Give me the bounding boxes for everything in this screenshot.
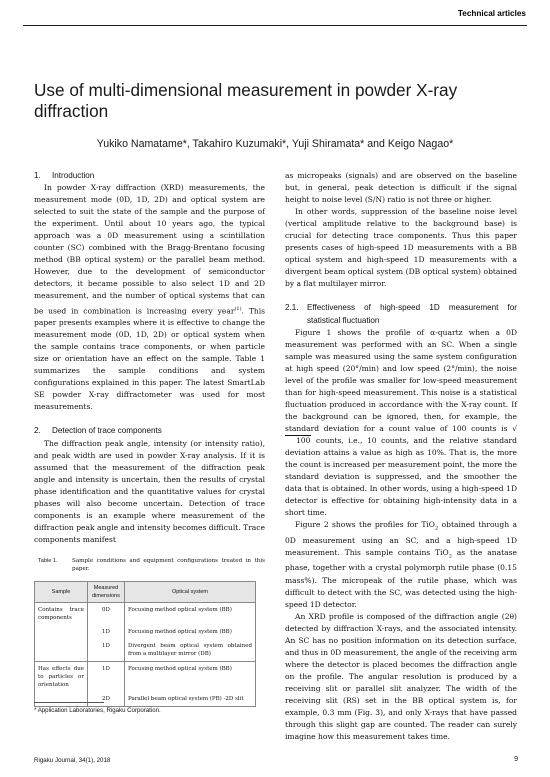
table-caption bbox=[34, 557, 265, 573]
paragraph: as micropeaks (signals) and are observed on the baseline but, in general, peak detection is difficult if the signal height to noise level (S/N) ratio is not three or higher. bbox=[285, 171, 517, 205]
table-row bbox=[35, 602, 256, 625]
table-cell: Focusing method optical system (BB) bbox=[125, 661, 256, 692]
right-column bbox=[285, 170, 517, 743]
text-run: Figure 2 shows the profiles for TiO bbox=[295, 520, 435, 530]
table-cell: Parallel beam optical system (PB) -2D slit bbox=[125, 692, 256, 707]
text-run: obtained through a 0D measurement using an SC, and a high-speed 1D measurement. This sample contains TiO bbox=[285, 520, 517, 557]
section-heading bbox=[285, 302, 517, 326]
sqrt-value: 100 bbox=[285, 435, 311, 445]
section-heading bbox=[34, 425, 265, 437]
table-cell: Has effects due to particles or orientation bbox=[35, 661, 88, 692]
table-header-row bbox=[35, 581, 256, 602]
table-cell bbox=[35, 692, 88, 707]
table-label: Table 1. bbox=[38, 557, 58, 564]
paragraph: An XRD profile is composed of the diffraction angle (2θ) detected by diffraction X-rays, and the associated intensity. An SC has no position information on its detection surface, and thus in 0D measurement, the angle of the receiving arm where the detector is placed becomes the diffraction angle on the profile. The angular resolution is produced by a receiving slit or parallel slit analyzer. The width of the receiving slit (RS) set in the BB optical system is, for example, 0.3 mm (Fig. 3), and only X-rays that have passed through this slight gap are counted. The reader can surely imagine how this measurement takes time. bbox=[285, 611, 517, 742]
section-number: 2.1. bbox=[285, 303, 299, 313]
footnote-rule bbox=[34, 702, 104, 703]
table-header-cell: Sample bbox=[35, 581, 88, 602]
section-number: 1. bbox=[34, 171, 41, 180]
table-cell: 1D bbox=[88, 661, 125, 692]
paragraph: In other words, suppression of the baseline noise level (vertical amplitude relative to the background base) is crucial for detecting trace components. Thus this paper presents cases of high-speed 1D measurements with a BB optical system and high-speed 1D measurements with a divergent beam optical system (DB optical system) obtained by a flat multilayer mirror. bbox=[285, 207, 517, 289]
text-run: as the anatase phase, together with a crystal polymorph rutile phase (0.15 mass%). The micropeak of the rutile phase, which was difficult to detect with the SC, was detected using the high-speed 1D detector. bbox=[285, 547, 517, 609]
citation-ref: (1) bbox=[234, 305, 242, 312]
paragraph: Figure 1 shows the profile of α-quartz when a 0D measurement was performed with an SC. When a single sample was measured using the same system configuration at high speed (20°/min) and low speed (2°/min), the noise level of the profile was smaller for low-speed measurement than for high-speed measurement. This noise is a statistical fluctuation produced in accordance with the X-ray count. If the background can be ignored, then, for example, the standard deviation for a count value of 100 counts is √100 counts, i.e., 10 counts, and the relative standard deviation attains a value as high as 10%. That is, the more the count is increased per measurement point, the more the standard deviation is suppressed, and the smoother the data that is obtained. In other words, using a high-speed 1D detector is effective for obtaining high-intensity data in a short time. bbox=[285, 327, 517, 518]
table-cell: 1D bbox=[88, 625, 125, 639]
text-run: Figure 1 shows the profile of α-quartz when a 0D measurement was performed with an SC. When a single sample was measured using the same system configuration at high speed (20°/min) and low speed (2°/min), the noise level of the profile was smaller for low-speed measurement than for high-speed measurement. This noise is a statistical fluctuation produced in accordance with the X-ray count. If the background can be ignored, then, for example, the standard deviation for a count value of 100 counts is bbox=[285, 327, 517, 433]
paragraph bbox=[285, 519, 517, 610]
text-run: . This paper presents examples where it is effective to change the measurement mode (0D, 1D, 2D) or optical system when the sample contains trace components, or when particle size or orientation have an effect on the sample. Table 1 summarizes the sample conditions and system configurations explained in this paper. The latest SmartLab SE powder X-ray diffractometer was used for most measurements. bbox=[34, 306, 265, 412]
section-title: Detection of trace components bbox=[52, 426, 162, 436]
table-cell: Divergent beam optical system obtained from a multilayer mirror (DB) bbox=[125, 639, 256, 662]
section-label: Technical articles bbox=[457, 9, 526, 18]
table-cell: 2D bbox=[88, 692, 125, 707]
table-header-cell: Measured dimensions bbox=[88, 581, 125, 602]
table-header-cell: Optical system bbox=[125, 581, 256, 602]
paragraph: The diffraction peak angle, intensity (or intensity ratio), and peak width are used in powder X-ray analysis. If it is assumed that the measurement of the diffraction peak angle and intensity is uncertain, then the results of crystal phase identification and the quantitative values for crystal phases will also become uncertain. Detection of trace components is an example where measurement of the diffraction peak angle and intensity becomes difficult. Trace components manifest bbox=[34, 438, 265, 544]
table-cell: Focusing method optical system (BB) bbox=[125, 602, 256, 625]
author-line: Yukiko Namatame*, Takahiro Kuzumaki*, Yuji Shiramata* and Keigo Nagao* bbox=[96, 138, 454, 150]
subscript: 2 bbox=[448, 553, 452, 560]
section-number: 2. bbox=[34, 426, 41, 436]
section-title: Introduction bbox=[52, 171, 95, 180]
table-1 bbox=[34, 581, 256, 707]
table-cell: 1D bbox=[88, 639, 125, 662]
subscript: 2 bbox=[435, 525, 439, 532]
running-header bbox=[0, 0, 550, 22]
page-number: 9 bbox=[514, 756, 518, 763]
article-title: Use of multi-dimensional measurement in powder X-ray diffraction bbox=[34, 80, 458, 121]
text-run: counts, i.e., 10 counts, and the relative standard deviation attains a value as high as 10%. That is, the more the count is increased per measurement point, the more the standard deviation is suppressed, and the smoother the data that is obtained. In other words, using a high-speed 1D detector is effective for obtaining high-intensity data in a short time. bbox=[285, 435, 517, 518]
table-caption-text: Sample conditions and equipment configurations treated in this paper. bbox=[72, 557, 265, 572]
table-row bbox=[35, 661, 256, 692]
journal-citation: Rigaku Journal, 34(1), 2018 bbox=[34, 757, 111, 764]
table-cell: Contains trace components bbox=[35, 602, 88, 625]
footnote: * Application Laboratories, Rigaku Corporation. bbox=[34, 707, 161, 714]
left-column bbox=[34, 170, 265, 707]
table-row bbox=[35, 639, 256, 662]
table-row bbox=[35, 625, 256, 639]
table-cell bbox=[35, 639, 88, 662]
text-run: In powder X-ray diffraction (XRD) measurements, the measurement mode (0D, 1D, 2D) and optical system are selected to suit the state of the sample and the purpose of the experiment. Until about 10 years ago, the typical approach was a 0D measurement using a scintillation counter (SC) combined with the Bragg-Brentano focusing method (BB optical system) or the parallel beam method. However, due to the development of semiconductor detectors, it became possible to also select 1D and 2D measurement, and the number of optical systems that can be used in combination is increasing every year bbox=[34, 183, 265, 316]
table-cell: 0D bbox=[88, 602, 125, 625]
section-title: Effectiveness of high-speed 1D measurement for statistical fluctuation bbox=[307, 303, 517, 325]
table-cell: Focusing method optical system (BB) bbox=[125, 625, 256, 639]
table-cell bbox=[35, 625, 88, 639]
header-rule bbox=[23, 25, 527, 26]
table-row bbox=[35, 692, 256, 707]
paragraph bbox=[34, 182, 265, 413]
section-heading bbox=[34, 170, 265, 182]
